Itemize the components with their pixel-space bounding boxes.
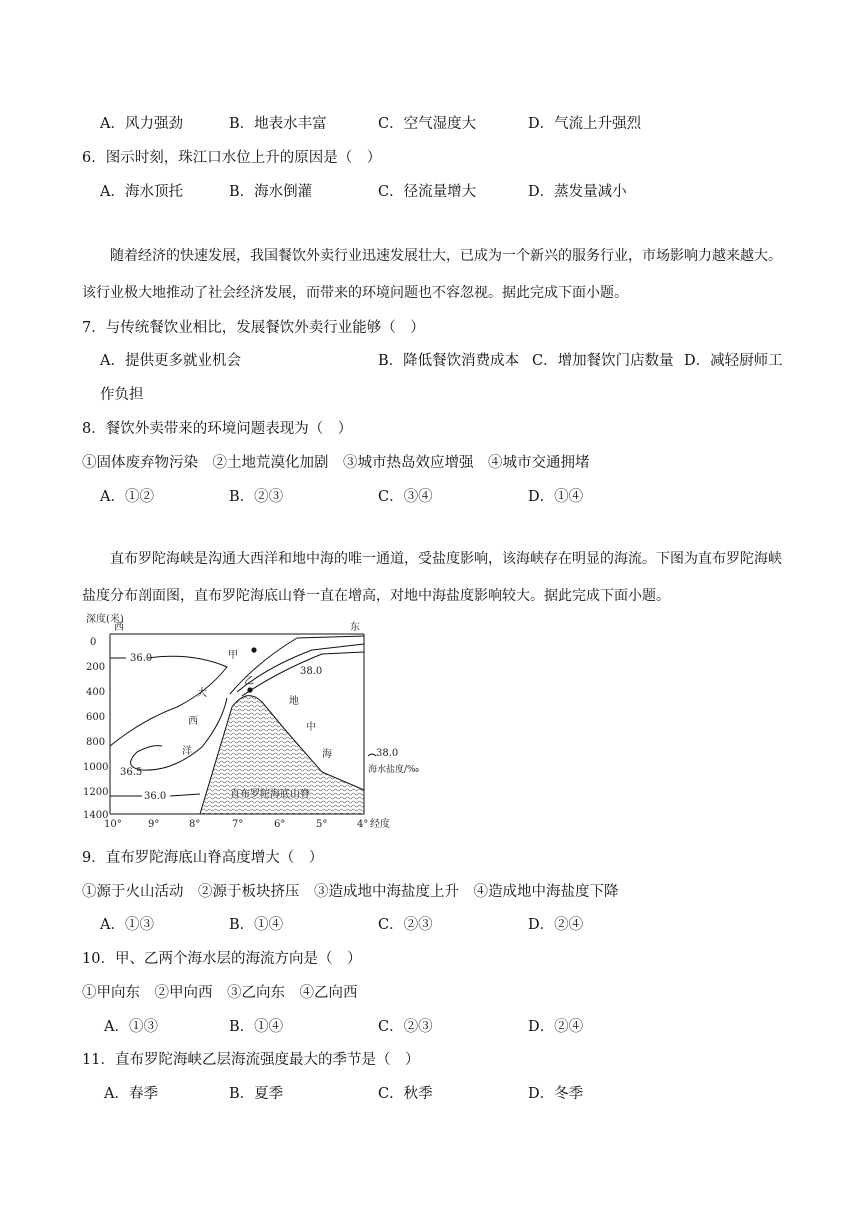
q10-option-c[interactable]: C．②③ — [378, 1019, 433, 1035]
isohaline-36-top — [110, 656, 227, 746]
q11-option-a[interactable]: A．春季 — [104, 1086, 158, 1102]
q8-option-d[interactable]: D．①④ — [528, 489, 584, 505]
q8-option-c[interactable]: C．③④ — [378, 489, 433, 505]
q8-option-a[interactable]: A．①② — [100, 489, 154, 505]
x-tick-10: 10° — [104, 819, 122, 830]
atlantic-label-2: 西 — [188, 716, 198, 727]
y-tick-0: 0 — [90, 637, 97, 648]
atlantic-label-1: 大 — [197, 688, 207, 699]
y-tick-1400: 1400 — [83, 810, 109, 821]
west-label: 西 — [114, 622, 124, 633]
q6-option-d[interactable]: D．蒸发量减小 — [528, 184, 627, 200]
q7-option-d-wrap: 作负担 — [100, 387, 144, 403]
x-tick-7: 7° — [232, 819, 244, 830]
q9-option-d[interactable]: D．②④ — [528, 917, 584, 933]
q8-option-b[interactable]: B．②③ — [229, 489, 284, 505]
passage-gibraltar: 直布罗陀海峡是沟通大西洋和地中海的唯一通道，受盐度影响，该海峡存在明显的海流。下图为直布罗陀海峡盐度分布剖面图，直布罗陀海底山脊一直在增高，对地中海盐度影响较大。据此完成下面小题。 — [82, 551, 782, 604]
med-label-1: 地 — [289, 696, 299, 707]
y-tick-600: 600 — [86, 712, 106, 723]
isohaline-label-36-top: 36.0 — [130, 653, 153, 664]
y-tick-1200: 1200 — [83, 787, 109, 798]
label-jia: 甲 — [228, 650, 238, 661]
x-tick-5: 5° — [316, 819, 328, 830]
x-tick-9: 9° — [148, 819, 160, 830]
y-axis-label: 深度(米) — [86, 614, 124, 625]
y-tick-400: 400 — [86, 687, 106, 698]
q10-option-d[interactable]: D．②④ — [528, 1019, 584, 1035]
q5-option-d[interactable]: D．气流上升强烈 — [528, 116, 642, 132]
q7-option-b[interactable]: B．降低餐饮消费成本 — [378, 353, 520, 369]
q8-items: ①固体废弃物污染 ②土地荒漠化加剧 ③城市热岛效应增强 ④城市交通拥堵 — [82, 455, 590, 471]
q9-option-c[interactable]: C．②③ — [378, 917, 433, 933]
q6-option-b[interactable]: B．海水倒灌 — [229, 184, 313, 200]
ridge-label: 直布罗陀海底山脊 — [230, 789, 310, 800]
q9-items: ①源于火山活动 ②源于板块挤压 ③造成地中海盐度上升 ④造成地中海盐度下降 — [82, 884, 619, 900]
q6-stem: 6．图示时刻，珠江口水位上升的原因是（ ） — [82, 150, 382, 166]
q7-option-a[interactable]: A．提供更多就业机会 — [100, 353, 241, 369]
q9-option-a[interactable]: A．①③ — [100, 917, 154, 933]
q6-option-a[interactable]: A．海水顶托 — [100, 184, 183, 200]
q7-option-d[interactable]: D．减轻厨师工 — [684, 353, 783, 369]
q11-stem: 11．直布罗陀海峡乙层海流强度最大的季节是（ ） — [82, 1052, 420, 1068]
legend-line — [368, 754, 376, 756]
med-label-2: 中 — [306, 722, 316, 733]
q11-option-d[interactable]: D．冬季 — [528, 1086, 584, 1102]
salinity-profile-svg — [82, 612, 420, 832]
q10-option-a[interactable]: A．①③ — [104, 1019, 158, 1035]
q10-stem: 10．甲、乙两个海水层的海流方向是（ ） — [82, 951, 362, 967]
legend-value: 38.0 — [376, 748, 399, 759]
isohaline-36-5 — [131, 698, 227, 770]
x-tick-8: 8° — [189, 819, 201, 830]
salinity-profile-figure — [82, 612, 420, 832]
isohaline-label-36-bottom: 36.0 — [144, 791, 167, 802]
q10-items: ①甲向东 ②甲向西 ③乙向东 ④乙向西 — [82, 985, 358, 1001]
y-tick-200: 200 — [86, 662, 106, 673]
q11-option-c[interactable]: C．秋季 — [378, 1086, 433, 1102]
q11-option-b[interactable]: B．夏季 — [229, 1086, 284, 1102]
x-tick-6: 6° — [274, 819, 286, 830]
y-tick-1000: 1000 — [83, 762, 109, 773]
q9-stem: 9．直布罗陀海底山脊高度增大（ ） — [82, 850, 324, 866]
med-label-3: 海 — [322, 749, 332, 760]
label-yi: 乙 — [244, 676, 254, 687]
isohaline-label-36-5: 36.5 — [120, 767, 143, 778]
q6-option-c[interactable]: C．径流量增大 — [378, 184, 477, 200]
x-axis-label: 经度 — [370, 819, 390, 830]
q10-option-b[interactable]: B．①④ — [229, 1019, 284, 1035]
q5-option-c[interactable]: C．空气湿度大 — [378, 116, 477, 132]
q5-option-a[interactable]: A．风力强劲 — [100, 116, 183, 132]
x-tick-4: 4° — [357, 819, 369, 830]
q7-option-c[interactable]: C．增加餐饮门店数量 — [532, 353, 674, 369]
q5-option-b[interactable]: B．地表水丰富 — [229, 116, 327, 132]
legend-label: 海水盐度/‰ — [368, 765, 420, 775]
isohaline-label-38: 38.0 — [300, 666, 323, 677]
passage-takeout: 随着经济的快速发展，我国餐饮外卖行业迅速发展壮大，已成为一个新兴的服务行业，市场影响力越来越大。该行业极大地推动了社会经济发展，而带来的环境问题也不容忽视。据此完成下面小题。 — [82, 248, 782, 301]
y-tick-800: 800 — [86, 737, 106, 748]
point-jia — [251, 647, 256, 652]
q7-stem: 7．与传统餐饮业相比，发展餐饮外卖行业能够（ ） — [82, 320, 425, 336]
atlantic-label-3: 洋 — [182, 746, 192, 757]
point-yi — [247, 687, 252, 692]
q9-option-b[interactable]: B．①④ — [229, 917, 284, 933]
q8-stem: 8．餐饮外卖带来的环境问题表现为（ ） — [82, 421, 353, 437]
east-label: 东 — [350, 622, 360, 633]
